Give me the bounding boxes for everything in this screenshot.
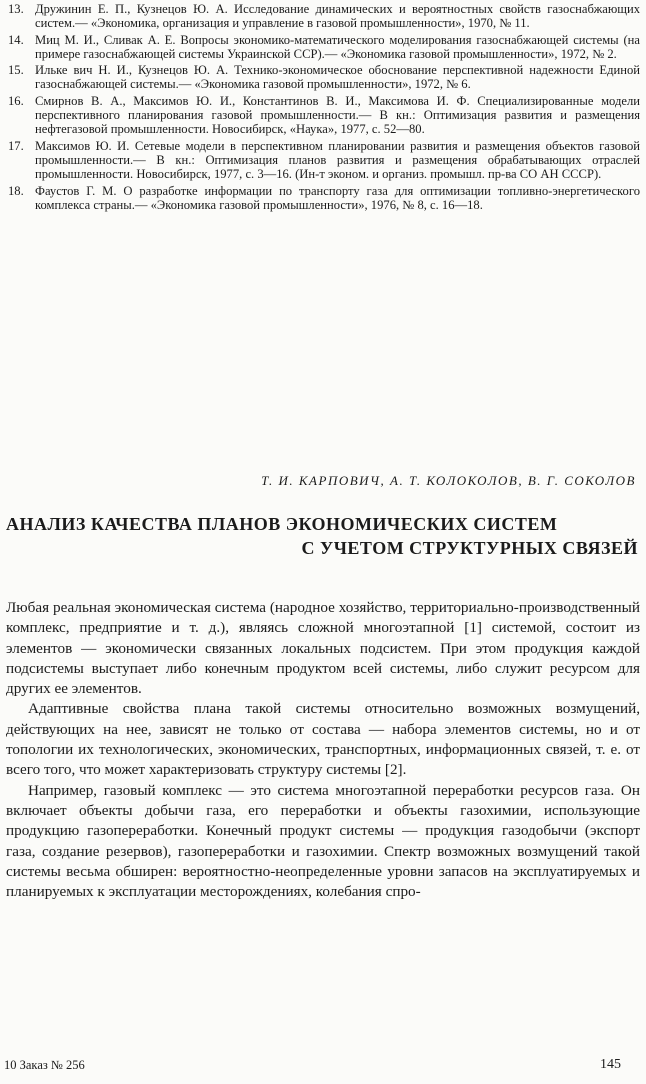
reference-number: 13. — [8, 2, 24, 16]
reference-list — [8, 2, 640, 214]
article-body — [6, 598, 640, 902]
reference-item — [8, 63, 640, 92]
reference-text: Миц М. И., Сливак А. Е. Вопросы экономико-математического моделирования газоснабжающей системы (на примере газоснабжающей системы Украинской ССР).— «Экономика газовой промышленности», 1972, № 2. — [35, 32, 640, 61]
reference-number: 14. — [8, 32, 24, 47]
article-title-line: АНАЛИЗ КАЧЕСТВА ПЛАНОВ ЭКОНОМИЧЕСКИХ СИСТЕМ — [6, 514, 558, 534]
body-paragraph: Любая реальная экономическая система (народное хозяйство, территориально-производственный комплекс, предприятие и т. д.), являясь сложной многоэтапной [1] системой, состоит из элементов — экономически связанных локальных подсистем. При этом продукция каждой подсистемы выступает либо конечным продуктом всей системы, либо служит ресурсом для других ее элементов. — [6, 599, 640, 698]
reference-item — [8, 33, 640, 62]
reference-number: 16. — [8, 93, 24, 108]
page-number: 145 — [600, 1057, 621, 1072]
reference-item — [8, 139, 640, 182]
reference-text: Смирнов В. А., Максимов Ю. И., Константинов В. И., Максимова И. Ф. Специализированные модели перспективного планирования газовой промышленности.— В кн.: Оптимизация развития и размещения нефтегазовой промышленности. Новосибирск, «Наука», 1977, с. 52—80. — [35, 93, 640, 137]
reference-number: 17. — [8, 138, 24, 153]
reference-text: Максимов Ю. И. Сетевые модели в перспективном планировании развития и размещения объектов газовой промышленности.— В кн.: Оптимизация планов развития и размещения обрабатывающих отраслей промышленности. Новосибирск, 1977, с. 3—16. (Ин-т эконом. и организ. промышл. пр-ва СО АН СССР). — [35, 138, 640, 182]
reference-text: Фаустов Г. М. О разработке информации по транспорту газа для оптимизации топливно-энергетического комплекса страны.— «Экономика газовой промышленности», 1976, № 8, с. 16—18. — [35, 183, 640, 212]
body-paragraph: Например, газовый комплекс — это система многоэтапной переработки ресурсов газа. Он включает объекты добычи газа, его переработки и объекты газохимии, использующие продукцию газопереработки. Конечный продукт системы — продукция газодобычи (экспорт газа, создание резервов), газопереработки и газохимии. Спектр возможных возмущений такой системы весьма обширен: вероятностно-неопределенные уровни запасов на эксплуатируемых и планируемых к эксплуатации месторождениях, колебания спро- — [6, 781, 640, 901]
reference-number: 15. — [8, 63, 24, 78]
reference-item — [8, 184, 640, 213]
reference-item — [8, 94, 640, 137]
reference-text: Дружинин Е. П., Кузнецов Ю. А. Исследование динамических и вероятностных свойств газоснабжающих систем.— «Экономика, организация и управление в газовой промышленности», 1970, № 11. — [35, 2, 640, 31]
reference-item — [8, 2, 640, 31]
article-title-line: С УЧЕТОМ СТРУКТУРНЫХ СВЯЗЕЙ — [301, 538, 638, 558]
body-paragraph: Адаптивные свойства плана такой системы относительно возможных возмущений, действующих на нее, зависят не только от состава — набора элементов системы, но и от топологии их технологических, экономических, транспортных, информационных связей, т. е. от всего того, что может характеризовать структуру системы [2]. — [6, 700, 640, 779]
article-authors: Т. И. КАРПОВИЧ, А. Т. КОЛОКОЛОВ, В. Г. СОКОЛОВ — [261, 473, 636, 488]
print-order-note: 10 Заказ № 256 — [4, 1058, 85, 1072]
reference-text: Ильке вич Н. И., Кузнецов Ю. А. Технико-экономическое обоснование перспективной надежности Единой газоснабжающей системы.— «Экономика газовой промышленности», 1972, № 6. — [35, 63, 640, 92]
reference-number: 18. — [8, 183, 24, 198]
